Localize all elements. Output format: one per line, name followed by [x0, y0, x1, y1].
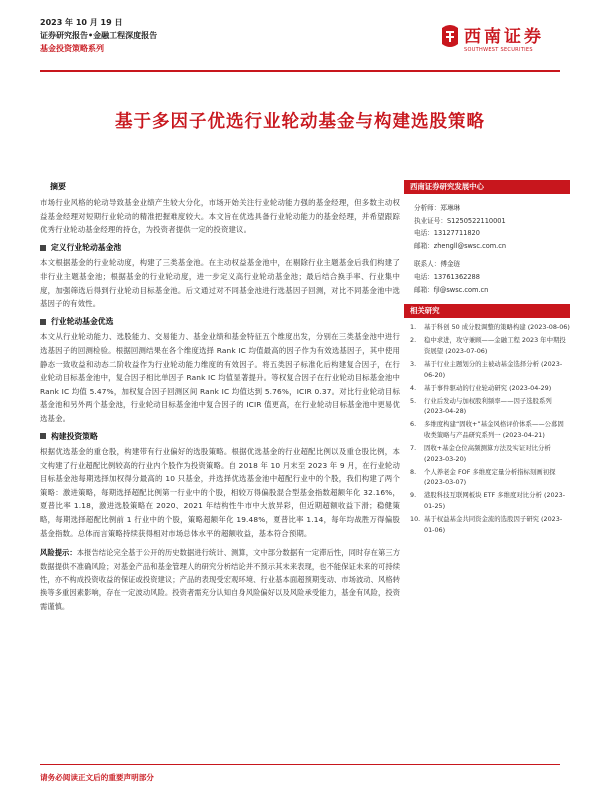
related-item[interactable] — [410, 514, 570, 535]
section-heading-strategy — [40, 430, 400, 444]
related-item[interactable] — [410, 396, 570, 417]
section-heading-text: 行业轮动基金优选 — [51, 316, 114, 326]
related-num: 10. — [410, 515, 421, 524]
related-text: 多维度构建“固收+”基金风格评价体系——公募固收类策略与产品研究系列一 (2023-04-21) — [424, 420, 564, 439]
logo-brand-text: 西南证券 — [464, 27, 544, 47]
section-text-selection: 本文从行业轮动能力、选股能力、交易能力、基金业绩和基金特征五个维度出发，分别在三类基金池中进行选基因子的回测检验。根据回测结果在各个维度选择 Rank IC 均值最高的因子作为有效选基因子，其中使用静态一致收益和动态二阶收益作为行业轮动能力维度的有效因子。将五类因子标准化后构建复合因子，在行业轮动目标基金池中，复合因子相比单因子 Rank IC 均值显著提升。等权复合因子在行业轮动目标基金池中 Rank IC 均值 5.47%，加权复合因子回测区间 Rank IC 均值达到 5.76%，ICIR 0.37。对比行业轮动目标基金池和另外两个基金池，行业轮动目标基金池中复合因子的 ICIR 值更高，在行业轮动目标基金池中更易优选基金。 — [40, 332, 400, 423]
related-item[interactable] — [410, 490, 570, 511]
related-item[interactable] — [410, 419, 570, 440]
related-num: 5. — [410, 396, 417, 405]
contact-block — [404, 194, 570, 296]
related-text: 个人养老金 FOF 多维度定量分析指标刻画初探 (2023-03-07) — [424, 467, 556, 487]
related-num: 7. — [410, 444, 417, 453]
related-item[interactable] — [410, 322, 570, 333]
section-text-strategy: 根据优选基金的重仓股，构建带有行业偏好的选股策略。根据优选基金的行业超配比例以及重仓股比例，本文构建了行业超配比例较高的行业内个股作为投资策略。自 2018 年 10 月末至 2023 年 9 月，在行业轮动目标基金池每期选择加权得分最高的 10 只基金，并选择优选基金池中超配行业中的个股，我们构建了两个策略：激进策略，每期选择超配比例第一行业中的个股，相较万得偏股混合型基金指数超额年化 32.16%，夏普比率 1.18，激进选股策略在 2020、2021 年结构性牛市中大放异彩，但近期超额收益下滑；稳健策略，每期选择超配比例前 1 行业中的个股，策略超额年化 19.48%，夏普比率 1.14，每年均战胜万得偏股基金指数。总体而言策略持续获得相对市场总体水平的超额收益，基本符合预期。 — [40, 447, 400, 538]
related-item[interactable] — [410, 443, 570, 464]
bullet-square-icon — [40, 245, 46, 251]
section-heading-text: 定义行业轮动基金池 — [51, 242, 122, 252]
sidebar — [404, 180, 570, 538]
related-item[interactable] — [410, 359, 570, 380]
section-heading-pool — [40, 241, 400, 255]
related-text: 基于科创 50 成分股调整的策略构建 (2023-08-06) — [424, 323, 570, 332]
abstract-text: 市场行业风格的轮动导致基金业绩产生较大分化，市场开始关注行业轮动能力强的基金经理，但多数主动权益基金经理对短期行业轮动的精准把握难度较大。本文旨在优选具备行业轮动能力的基金经理，并希望跟踪优秀行业轮动基金经理的持仓，为投资者提供一定的投资建议。 — [40, 198, 400, 235]
footer-notice: 请务必阅读正文后的重要声明部分 — [40, 773, 154, 782]
related-text: 港股科技互联网板块 ETF 多维度对比分析 (2023-01-25) — [424, 491, 566, 511]
report-type: 证券研究报告•金融工程深度报告 — [40, 31, 158, 40]
related-num: 1. — [410, 323, 417, 332]
abstract-heading: 摘要 — [50, 182, 66, 191]
related-num: 6. — [410, 420, 417, 429]
logo-mark-icon — [440, 24, 460, 48]
bullet-square-icon — [40, 319, 46, 325]
related-num: 9. — [410, 491, 417, 500]
related-item[interactable] — [410, 383, 570, 394]
report-header — [40, 16, 157, 55]
related-text: 行业后发动与加权股利频率——因子选股系列 (2023-04-28) — [424, 396, 552, 416]
risk-warning — [40, 546, 400, 613]
report-series: 基金投资策略系列 — [40, 44, 104, 53]
related-text: 基于权益基金共同资金流的选股因子研究 (2023-01-06) — [424, 515, 563, 534]
footer-divider — [40, 764, 560, 765]
section-heading-selection — [40, 315, 400, 329]
header-divider — [40, 70, 560, 72]
bullet-square-icon — [40, 433, 46, 439]
section-text-pool: 本文根据基金的行业轮动度，构建了三类基金池。在主动权益基金池中，在剔除行业主题基金后我们构建了非行业主题基金池；根据基金的行业轮动度，进一步定义高行业轮动基金池；最后结合换手率、行业集中度，加强筛选后得到行业轮动目标基金池。后文通过对不同基金池进行选基因子回测，对比不同基金池中选基因子的有效性。 — [40, 258, 400, 309]
contact-line: 分析师：郑琳琳 — [414, 204, 461, 212]
risk-label: 风险提示： — [40, 548, 77, 558]
contact-email[interactable]: 邮箱：zhengll@swsc.com.cn — [414, 241, 507, 250]
logo-brand-english: SOUTHWEST SECURITIES — [464, 47, 533, 53]
related-list — [404, 318, 570, 535]
risk-text: 本报告结论完全基于公开的历史数据进行统计、测算，文中部分数据有一定滞后性，同时存在第三方数据提供不准确风险；对基金产品和基金管理人的研究分析结论并不预示其未来表现，也不能保证未来的可持续性，亦不构成投资收益的保证或投资建议；产品的表现受宏观环境、行业基本面超预期变动、市场波动、风格转换等多重因素影响，存在一定波动风险。投资者需充分认知自身风险偏好以及风险承受能力，基金有风险，投资需谨慎。 — [40, 548, 401, 611]
related-item[interactable] — [410, 335, 570, 356]
related-heading: 相关研究 — [404, 304, 570, 318]
team-heading: 西南证券研究发展中心 — [404, 180, 570, 194]
related-item[interactable] — [410, 467, 570, 488]
related-text: 基于行业主题划分的主被动基金选择分析 (2023-06-20) — [424, 359, 563, 379]
related-num: 4. — [410, 383, 417, 392]
related-text: 基于事件驱动的行业轮动研究 (2023-04-29) — [424, 383, 552, 392]
contact-email[interactable]: 邮箱：fjl@swsc.com.cn — [414, 285, 489, 294]
related-num: 3. — [410, 359, 417, 368]
contact-line: 电话：13127711820 — [414, 229, 480, 238]
related-text: 稳中求进，攻守兼顾——金融工程 2023 年中期投资展望 (2023-07-06) — [424, 336, 566, 355]
contact-line: 电话：13761362288 — [414, 272, 480, 281]
related-text: 固收+基金仓位高频测算方法及实证对比分析 (2023-03-20) — [424, 444, 551, 463]
contact-line: 联系人：傅金琏 — [414, 260, 461, 269]
related-num: 2. — [410, 336, 417, 345]
related-num: 8. — [410, 467, 417, 476]
report-date: 2023 年 10 月 19 日 — [40, 18, 123, 27]
company-logo — [440, 20, 560, 66]
main-column — [40, 180, 400, 613]
section-heading-text: 构建投资策略 — [51, 431, 98, 441]
report-title: 基于多因子优选行业轮动基金与构建选股策略 — [115, 112, 485, 132]
contact-line: 执业证号：S1250522110001 — [414, 216, 506, 225]
